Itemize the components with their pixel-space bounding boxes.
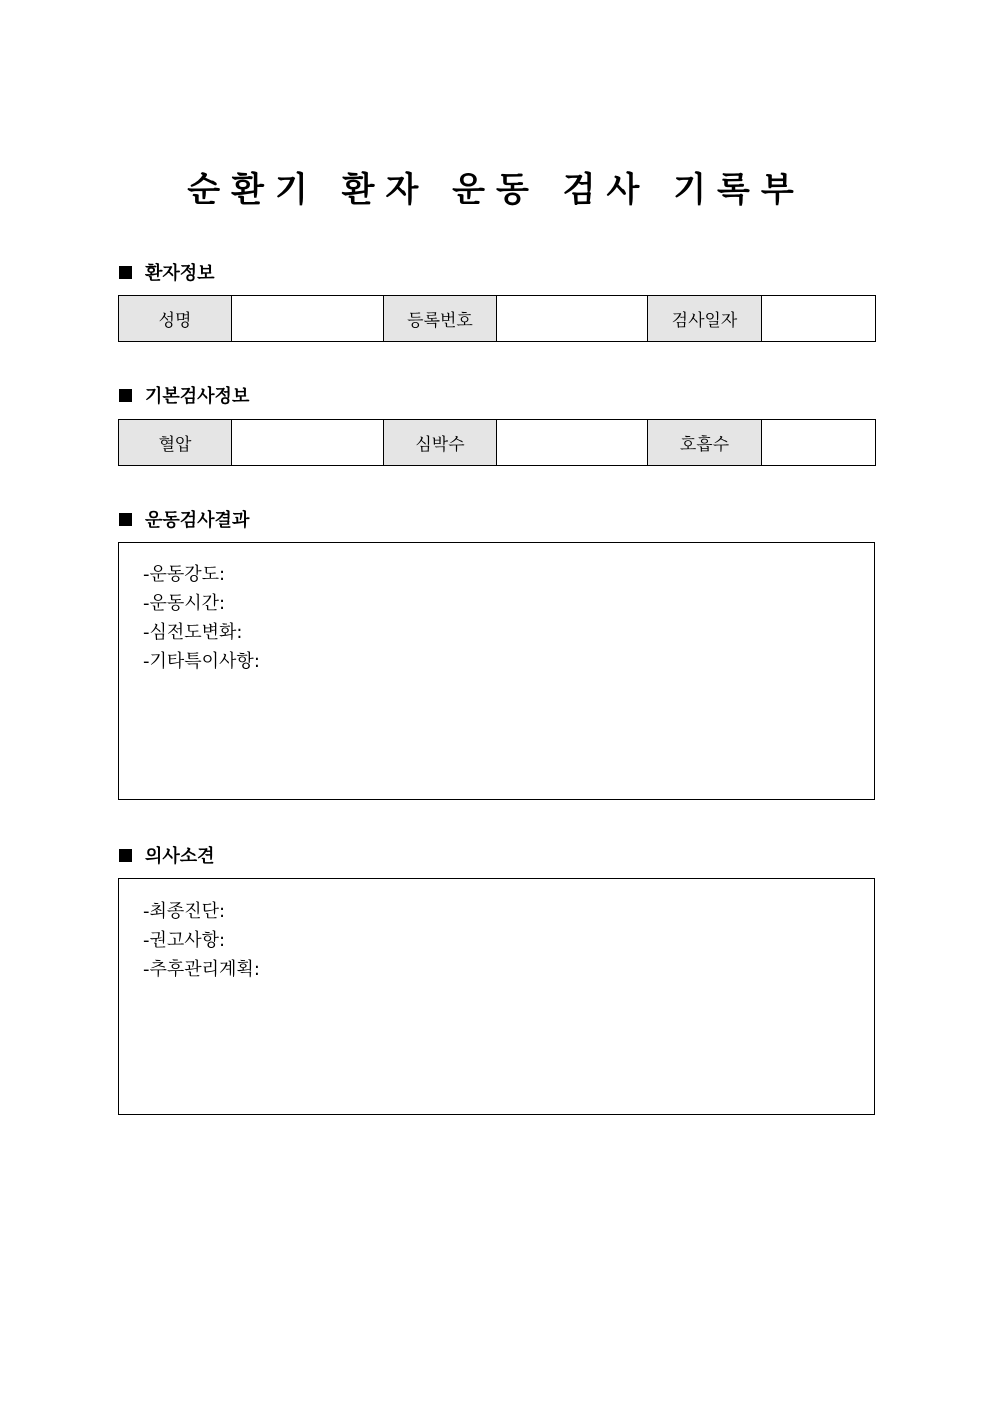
registration-number-label: 등록번호 (384, 296, 497, 342)
registration-number-field[interactable] (497, 296, 648, 342)
basic-exam-heading-text: 기본검사정보 (145, 386, 250, 407)
square-bullet-icon (119, 389, 132, 402)
heart-rate-field[interactable] (497, 420, 648, 466)
name-field[interactable] (232, 296, 384, 342)
exercise-results-heading (119, 506, 249, 532)
heart-rate-label: 심박수 (384, 420, 497, 466)
doctor-opinion-heading (119, 842, 215, 868)
name-label: 성명 (119, 296, 232, 342)
basic-exam-table (118, 419, 876, 466)
exam-date-label: 검사일자 (648, 296, 762, 342)
patient-info-table (118, 295, 876, 342)
exercise-results-heading-text: 운동검사결과 (145, 510, 250, 531)
page-title: 순환기 환자 운동 검사 기록부 (187, 170, 805, 210)
patient-info-heading-text: 환자정보 (145, 263, 215, 284)
patient-info-heading (119, 259, 215, 285)
exercise-duration-line: -운동시간: (143, 593, 226, 614)
square-bullet-icon (119, 266, 132, 279)
blood-pressure-label: 혈압 (119, 420, 232, 466)
respiratory-rate-field[interactable] (762, 420, 876, 466)
final-diagnosis-line: -최종진단: (143, 901, 226, 922)
recommendations-line: -권고사항: (143, 930, 226, 951)
exercise-results-box[interactable] (118, 542, 875, 800)
respiratory-rate-label: 호흡수 (648, 420, 762, 466)
other-notes-line: -기타특이사항: (143, 651, 260, 672)
exercise-intensity-line: -운동강도: (143, 564, 226, 585)
exam-date-field[interactable] (762, 296, 876, 342)
doctor-opinion-heading-text: 의사소견 (145, 846, 215, 867)
blood-pressure-field[interactable] (232, 420, 384, 466)
basic-exam-heading (119, 382, 249, 408)
square-bullet-icon (119, 849, 132, 862)
doctor-opinion-box[interactable] (118, 878, 875, 1115)
square-bullet-icon (119, 513, 132, 526)
ecg-change-line: -심전도변화: (143, 622, 243, 643)
follow-up-plan-line: -추후관리계획: (143, 959, 260, 980)
